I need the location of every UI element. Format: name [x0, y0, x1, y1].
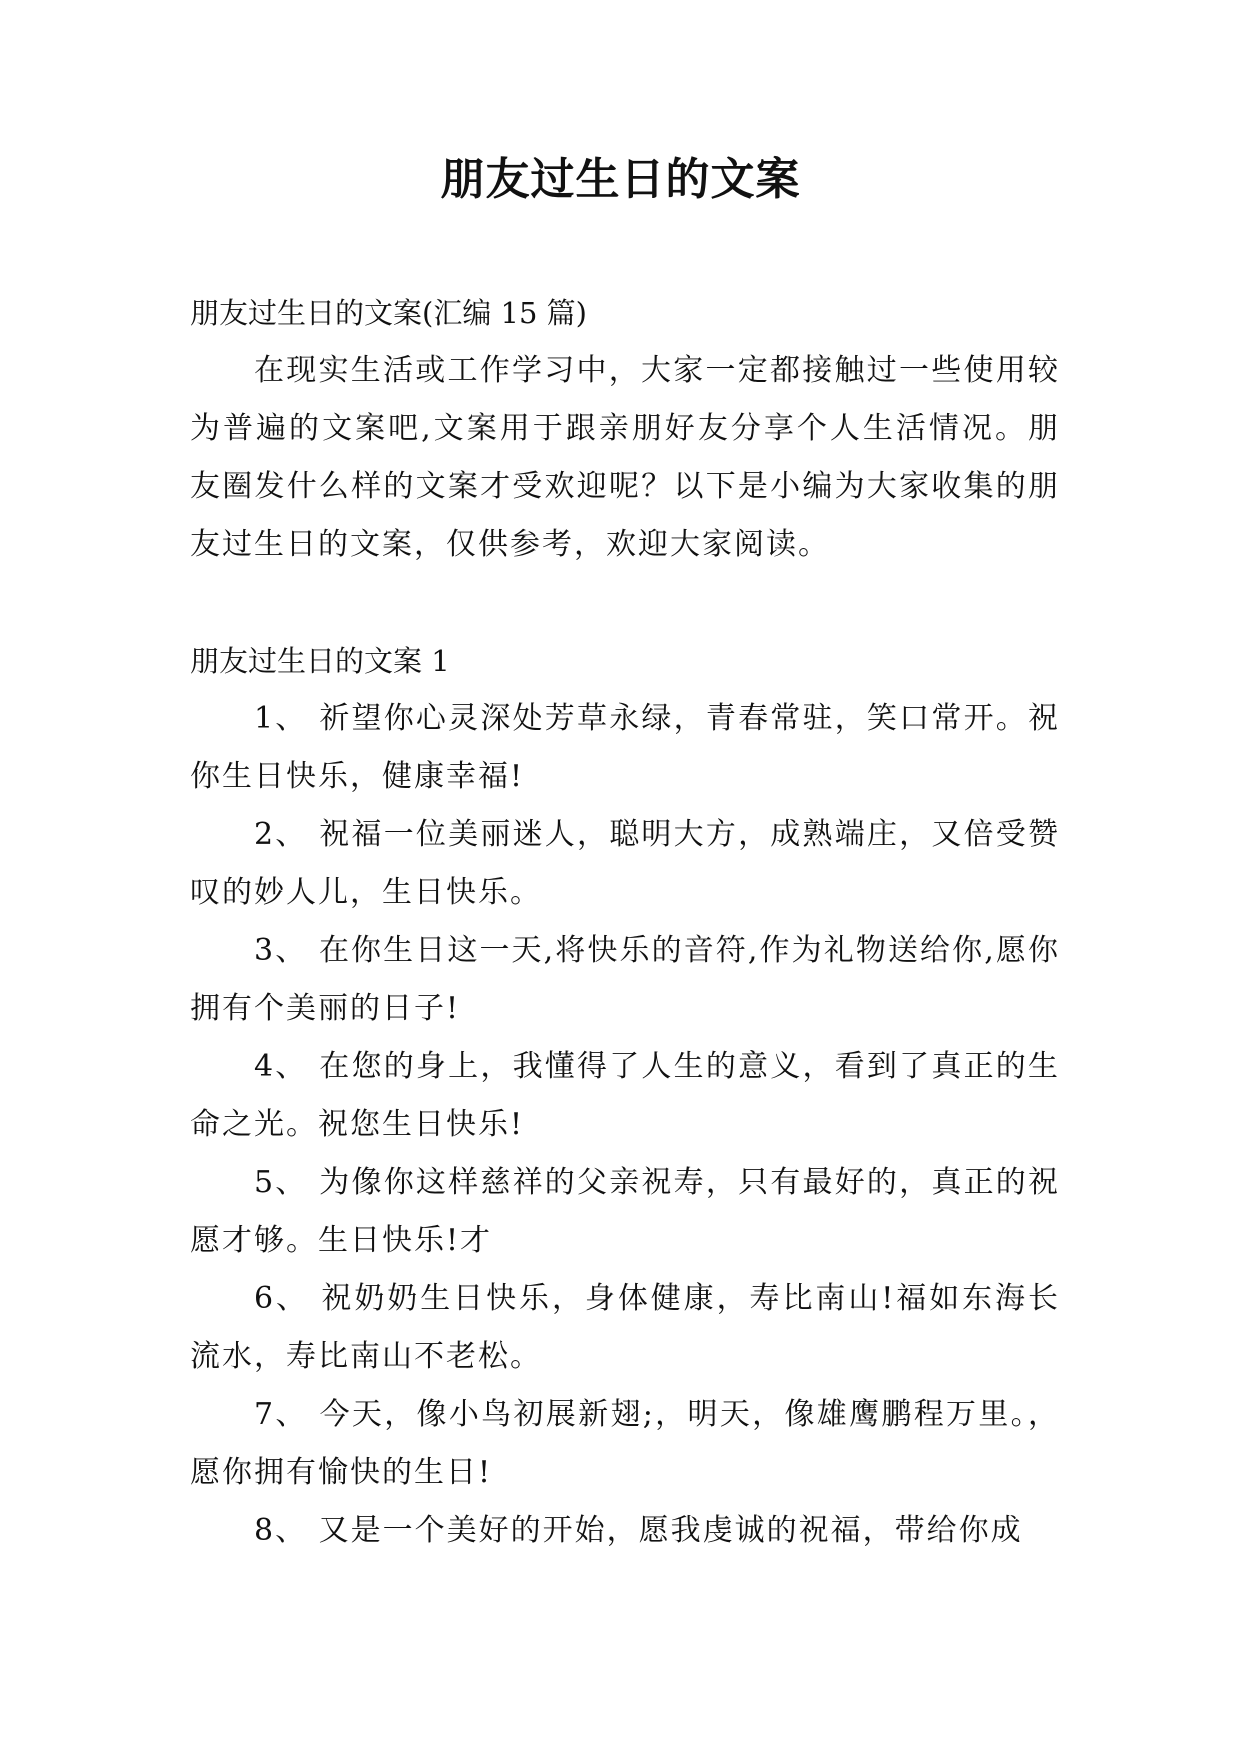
list-item — [190, 1270, 1060, 1386]
list-item — [190, 922, 1060, 1038]
item-text: 为像你这样慈祥的父亲祝寿，只有最好的，真正的祝愿才够。生日快乐!才 — [190, 1165, 1061, 1258]
item-number: 3、 — [254, 933, 319, 968]
intro-paragraph: 在现实生活或工作学习中，大家一定都接触过一些使用较为普遍的文案吧,文案用于跟亲朋好友分享个人生活情况。朋友圈发什么样的文案才受欢迎呢？以下是小编为大家收集的朋友过生日的文案，仅供参考，欢迎大家阅读。 — [190, 353, 1060, 562]
document-subtitle: 朋友过生日的文案(汇编 15 篇) — [190, 296, 587, 330]
item-number: 6、 — [254, 1281, 322, 1316]
document-title: 朋友过生日的文案 — [440, 154, 801, 205]
list-item — [190, 690, 1060, 806]
section-heading: 朋友过生日的文案 1 — [190, 644, 450, 678]
item-text: 今天，像小鸟初展新翅;，明天，像雄鹰鹏程万里。，愿你拥有愉快的生日! — [190, 1397, 1060, 1490]
item-number: 8、 — [254, 1513, 319, 1548]
list-item — [190, 806, 1060, 922]
item-number: 2、 — [254, 817, 320, 852]
item-text: 祝福一位美丽迷人，聪明大方，成熟端庄，又倍受赞叹的妙人儿，生日快乐。 — [190, 817, 1061, 910]
item-number: 7、 — [254, 1397, 320, 1432]
item-number: 5、 — [254, 1165, 320, 1200]
item-text: 祈望你心灵深处芳草永绿，青春常驻，笑口常开。祝你生日快乐，健康幸福! — [190, 701, 1061, 794]
item-text: 在您的身上，我懂得了人生的意义，看到了真正的生命之光。祝您生日快乐! — [190, 1049, 1061, 1142]
document-body — [190, 284, 1060, 1560]
item-number: 4、 — [254, 1049, 320, 1084]
item-text: 祝奶奶生日快乐，身体健康，寿比南山!福如东海长流水，寿比南山不老松。 — [190, 1281, 1060, 1374]
list-item — [190, 1502, 1060, 1560]
item-number: 1、 — [254, 701, 320, 736]
list-item — [190, 1154, 1060, 1270]
list-item — [190, 1386, 1060, 1502]
item-text: 又是一个美好的开始，愿我虔诚的祝福，带给你成 — [318, 1513, 1023, 1548]
item-text: 在你生日这一天,将快乐的音符,作为礼物送给你,愿你拥有个美丽的日子! — [190, 933, 1061, 1026]
list-item — [190, 1038, 1060, 1154]
